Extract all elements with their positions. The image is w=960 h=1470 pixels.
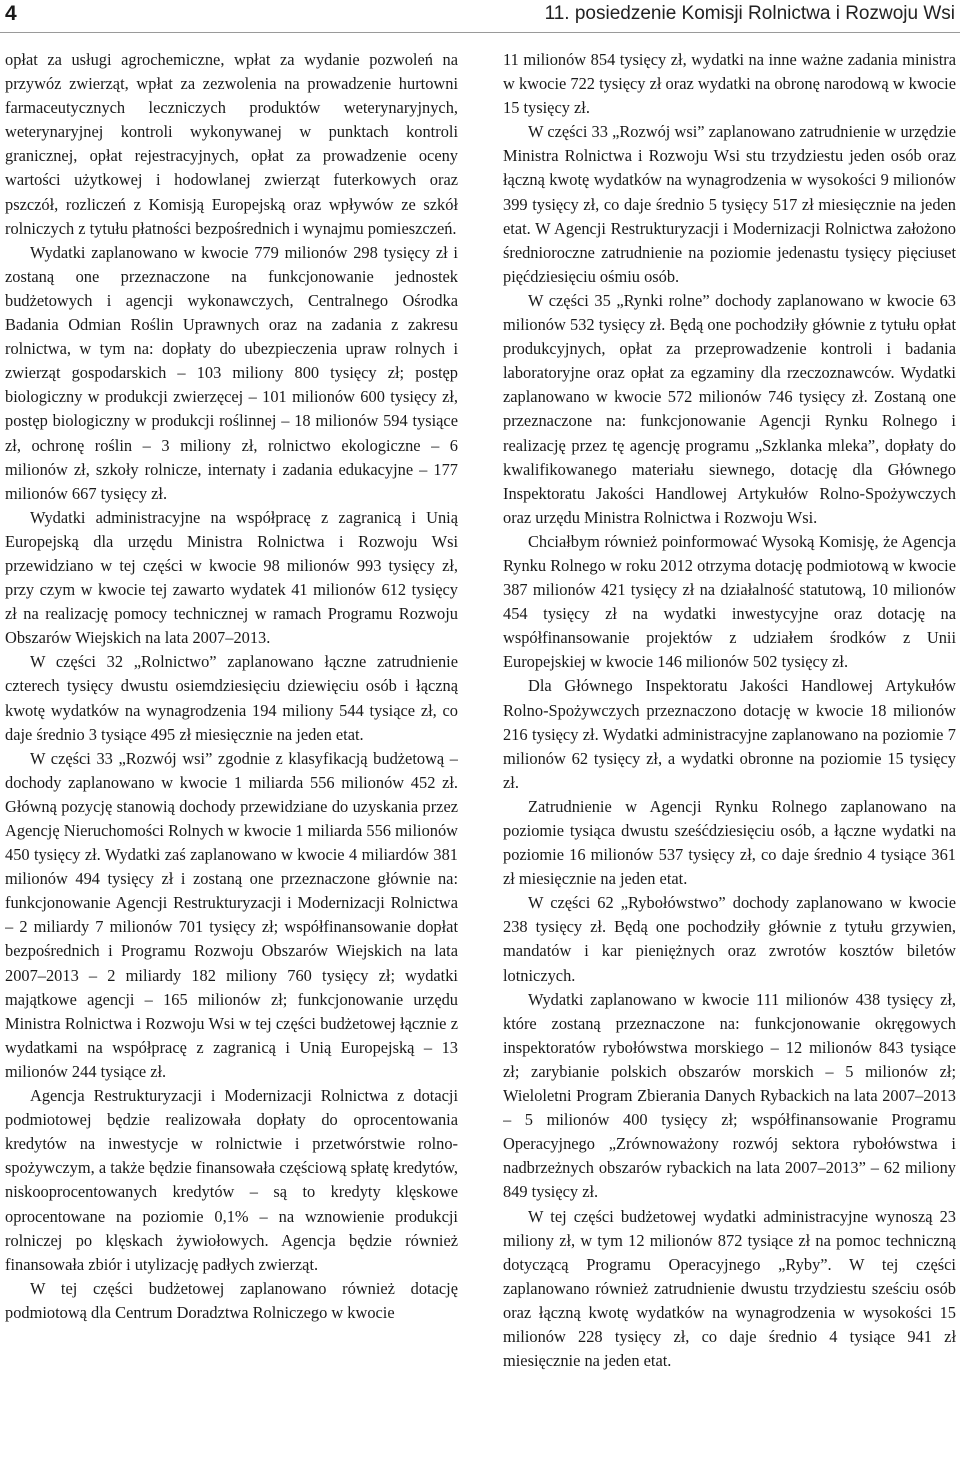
right-column — [503, 48, 956, 1466]
page-number: 4 — [5, 2, 17, 25]
paragraph: Chciałbym również poinformować Wysoką Komisję, że Agencja Rynku Rolnego w roku 2012 otrzyma dotację podmiotową w kwocie 387 milionów 421 tysięcy zł na działalność statutową, 10 milionów 454 tysięcy zł na wydatki inwestycyjne oraz dotację na współfinansowanie projektów z udziałem środków z Unii Europejskiej w kwocie 146 milionów 502 tysięcy zł. — [503, 531, 956, 672]
paragraph: Wydatki administracyjne na współpracę z zagranicą i Unią Europejską dla urzędu Ministra Rolnictwa i Rozwoju Wsi przewidziano w tej części w kwocie 98 milionów 993 tysięcy zł, przy czym w kwocie tej zawarto wydatek 41 milionów 612 tysięcy zł na realizację pomocy technicznej w ramach Programu Rozwoju Obszarów Wiejskich na lata 2007–2013. — [5, 507, 458, 648]
paragraph: Zatrudnienie w Agencji Rynku Rolnego zaplanowano na poziomie tysiąca dwustu sześćdziesięciu osób, a łączne wydatki na poziomie 16 milionów 537 tysięcy zł, co daje średnio 4 tysiące 361 zł miesięcznie na jeden etat. — [503, 796, 956, 889]
paragraph: W części 62 „Rybołówstwo” dochody zaplanowano w kwocie 238 tysięcy zł. Będą one pochodziły głównie z tytułu grzywien, mandatów i kar pieniężnych oraz zwrotów kosztów biletów lotniczych. — [503, 893, 956, 985]
paragraph: W tej części budżetowej zaplanowano również dotację podmiotową dla Centrum Doradztwa Rolniczego w kwocie — [5, 1278, 458, 1322]
paragraph: W części 33 „Rozwój wsi” zgodnie z klasyfikacją budżetową – dochody zaplanowano w kwocie 1 miliarda 556 milionów 452 zł. Główną pozycję stanowią dochody przewidziane do uzyskania przez Agencję Nieruchomości Rolnych w kwocie 1 miliarda 556 milionów 450 tysięcy zł. Wydatki zaś zaplanowano w kwocie 4 miliardów 381 milionów 494 tysięcy zł i zostaną one przeznaczone głównie na: funkcjonowanie Agencji Restrukturyzacji i Modernizacji Rolnictwa – 2 miliardy 7 milionów 701 tysięcy zł; współfinansowanie dopłat bezpośrednich i Programu Rozwoju Obszarów Wiejskich na lata 2007–2013 – 2 miliardy 182 miliony 760 tysięcy zł; wydatki majątkowe agencji – 165 milionów zł; funkcjonowanie urzędu Ministra Rolnictwa i Rozwoju Wsi w tej części budżetowej łącznie z wydatkami na współpracę z zagranicą i Unią Europejską – 13 milionów 244 tysiące zł. — [5, 748, 458, 1081]
paragraph: Wydatki zaplanowano w kwocie 111 milionów 438 tysięcy zł, które zostaną przeznaczone na: funkcjonowanie okręgowych inspektoratów rybołówstwa morskiego – 12 milionów 843 tysiące zł; zarybianie polskich obszarów morskich – 5 milionów zł; Wieloletni Program Zbierania Danych Rybackich na lata 2007–2013 – 5 milionów 400 tysięcy zł; współfinansowanie Programu Operacyjnego „Zrównoważony rozwój sektora rybołówstwa i nadbrzeżnych obszarów rybackich na lata 2007–2013” – 62 miliony 849 tysięcy zł. — [503, 989, 956, 1202]
running-title: 11. posiedzenie Komisji Rolnictwa i Rozwoju Wsi — [544, 3, 955, 24]
paragraph: 11 milionów 854 tysięcy zł, wydatki na inne ważne zadania ministra w kwocie 722 tysięcy zł oraz wydatki na obronę narodową w kwocie 15 tysięcy zł. — [503, 50, 956, 118]
header-divider — [0, 32, 960, 33]
left-column — [5, 48, 458, 1466]
paragraph: W części 35 „Rynki rolne” dochody zaplanowano w kwocie 63 milionów 532 tysięcy zł. Będą one pochodziły głównie z tytułu opłat produkcyjnych, opłat za przeprowadzenie kontroli i badania laboratoryjne oraz opłat za egzaminy dla rzeczoznawców. Wydatki zaplanowano w kwocie 572 milionów 746 tysięcy zł. Zostaną one przeznaczone na: funkcjonowanie Agencji Rynku Rolnego i realizację przez tę agencję programu „Szklanka mleka”, dopłaty do kwalifikowanego materiału siewnego, dotację dla Głównego Inspektoratu Jakości Handlowej Artykułów Rolno-Spożywczych oraz urzędu Ministra Rolnictwa i Rozwoju Wsi. — [503, 290, 956, 527]
paragraph: Agencja Restrukturyzacji i Modernizacji Rolnictwa z dotacji podmiotowej będzie realizowała dopłaty do oprocentowania kredytów na inwestycje w rolnictwie i przetwórstwie rolno-spożywczym, a także będzie finansowała częściową spłatę kredytów, niskooprocentowanych kredytów – są to kredyty klęskowe oprocentowane na poziomie 0,1% – na wznowienie produkcji rolniczej po klęskach żywiołowych. Agencja będzie również finansowała zbiór i utylizację padłych zwierząt. — [5, 1086, 458, 1274]
paragraph: opłat za usługi agrochemiczne, wpłat za wydanie pozwoleń na przywóz zwierząt, wpłat za zezwolenia na prowadzenie hurtowni farmaceutycznych leczniczych produktów weterynaryjnych, weterynaryjnej kontroli wykonywanej w punktach kontroli granicznej, opłat rejestracyjnych, opłat za prowadzenie oceny wartości użytkowej i hodowlanej zwierząt futerkowych oraz pszczół, rozliczeń z Komisją Europejską oraz wpływów ze szkół rolniczych z tytułu płatności bezpośrednich i wynajmu pomieszczeń. — [5, 50, 458, 238]
paragraph: W tej części budżetowej wydatki administracyjne wynoszą 23 miliony zł, w tym 12 milionów 872 tysiące zł na pomoc techniczną dotyczącą Programu Operacyjnego „Ryby”. W tej części zaplanowano również zatrudnienie dwustu trzydziestu sześciu osób oraz łączną kwotę wydatków na wynagrodzenia w wysokości 15 milionów 228 tysięcy zł, co daje średnio 4 tysiące 941 zł miesięcznie na jeden etat. — [503, 1206, 956, 1371]
paragraph: W części 32 „Rolnictwo” zaplanowano łączne zatrudnienie czterech tysięcy dwustu osiemdziesięciu dziewięciu osób i łączną kwotę wydatków na wynagrodzenia 194 miliony 544 tysiące zł, co daje średnio 3 tysiące 495 zł miesięcznie na jeden etat. — [5, 652, 458, 744]
paragraph: Dla Głównego Inspektoratu Jakości Handlowej Artykułów Rolno-Spożywczych przeznaczono dotację w kwocie 18 milionów 216 tysięcy zł. Wydatki administracyjne zaplanowano na poziomie 7 milionów 62 tysięcy zł, a wydatki obronne na poziomie 15 tysięcy zł. — [503, 676, 956, 792]
page-header — [0, 0, 960, 38]
paragraph: Wydatki zaplanowano w kwocie 779 milionów 298 tysięcy zł i zostaną one przeznaczone na funkcjonowanie jednostek budżetowych i agencji wykonawczych, Centralnego Ośrodka Badania Odmian Roślin Uprawnych oraz na zadania z zakresu rolnictwa, w tym na: dopłaty do ubezpieczenia upraw rolnych i zwierząt gospodarskich – 103 miliony 800 tysięcy zł; postęp biologiczny w produkcji zwierzęcej – 101 milionów 600 tysięcy zł, postęp biologiczny w produkcji roślinnej – 18 milionów 594 tysiące zł, ochronę roślin – 3 miliony zł, rolnictwo ekologiczne – 6 milionów zł, szkoły rolnicze, internaty i zadania edukacyjne – 177 milionów 667 tysięcy zł. — [5, 242, 458, 503]
paragraph: W części 33 „Rozwój wsi” zaplanowano zatrudnienie w urzędzie Ministra Rolnictwa i Rozwoju Wsi stu trzydziestu jeden osób oraz łączną kwotę wydatków na wynagrodzenia w wysokości 9 milionów 399 tysięcy zł, co daje średnio 5 tysięcy 517 zł miesięcznie na jeden etat. W Agencji Restrukturyzacji i Modernizacji Rolnictwa założono średnioroczne zatrudnienie na poziomie jedenastu tysięcy pięciuset pięćdziesięciu ośmiu osób. — [503, 122, 956, 286]
